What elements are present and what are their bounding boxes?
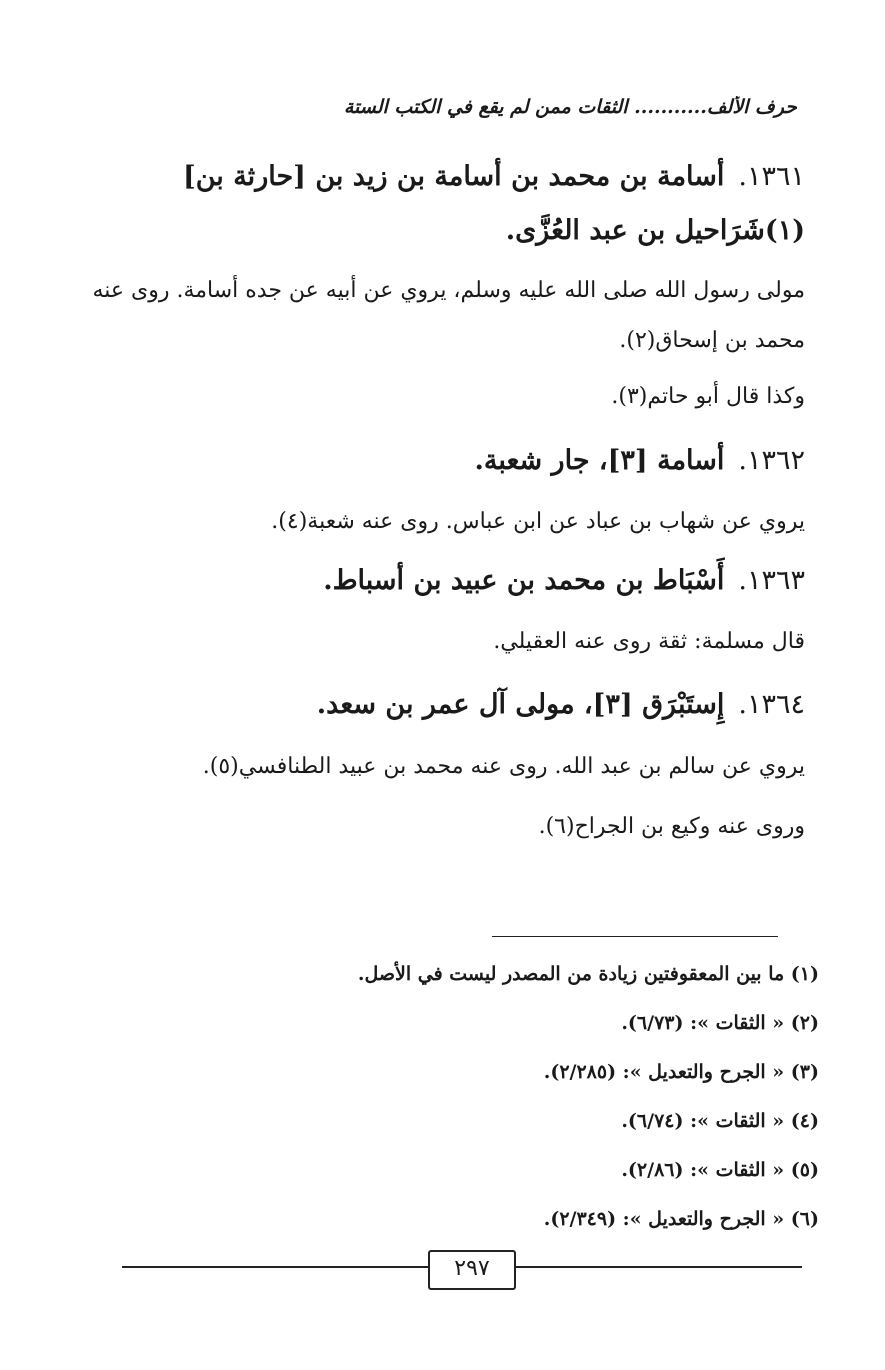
entry-title: أسامة بن محمد بن أسامة بن زيد بن [حارثة بن](١)شَرَاحيل بن عبد العُزَّى. (182, 161, 805, 246)
entry-heading-1364 (120, 678, 805, 732)
footnote: (٢) « الثقات »: (٦/٧٣). (621, 1012, 819, 1034)
entry-paragraph: وكذا قال أبو حاتم(٣). (611, 384, 805, 409)
entry-heading-1361 (120, 150, 805, 258)
entry-number: ١٣٦١. (738, 161, 805, 192)
entry-title: أَسْبَاط بن محمد بن عبيد بن أسباط. (323, 565, 725, 596)
entry-paragraph: يروي عن شهاب بن عباد عن ابن عباس. روى عنه شعبة(٤). (271, 509, 805, 534)
entry-number: ١٣٦٤. (738, 689, 805, 720)
entry-title: أسامة [٣]، جار شعبة. (474, 445, 725, 476)
footnote-separator (492, 936, 778, 937)
entry-heading-1363 (120, 554, 805, 608)
running-header: حرف الألف........... الثقات ممن لم يقع في الكتب الستة (343, 96, 797, 118)
page-number: ٢٩٧ (428, 1250, 516, 1290)
footnote: (٤) « الثقات »: (٦/٧٤). (621, 1110, 819, 1132)
entry-paragraph: مولى رسول الله صلى الله عليه وسلم، يروي عن أبيه عن جده أسامة. روى عنه محمد بن إسحاق(٢). (92, 278, 805, 353)
entry-heading-1362 (120, 434, 805, 488)
entry-number: ١٣٦٣. (738, 565, 805, 596)
entry-paragraph: وروى عنه وكيع بن الجراح(٦). (538, 814, 805, 839)
footnote: (٥) « الثقات »: (٢/٨٦). (621, 1159, 819, 1181)
entry-paragraph: يروي عن سالم بن عبد الله. روى عنه محمد بن عبيد الطنافسي(٥). (202, 754, 805, 779)
entry-title: إِستَبْرَق [٣]، مولى آل عمر بن سعد. (316, 689, 725, 720)
footnote: (١) ما بين المعقوفتين زيادة من المصدر ليست في الأصل. (357, 963, 819, 985)
footnote: (٣) « الجرح والتعديل »: (٢/٢٨٥). (543, 1061, 819, 1083)
footnote: (٦) « الجرح والتعديل »: (٢/٣٤٩). (543, 1208, 819, 1230)
entry-number: ١٣٦٢. (738, 445, 805, 476)
footnotes (120, 950, 819, 1244)
entry-paragraph: قال مسلمة: ثقة روى عنه العقيلي. (493, 629, 805, 654)
